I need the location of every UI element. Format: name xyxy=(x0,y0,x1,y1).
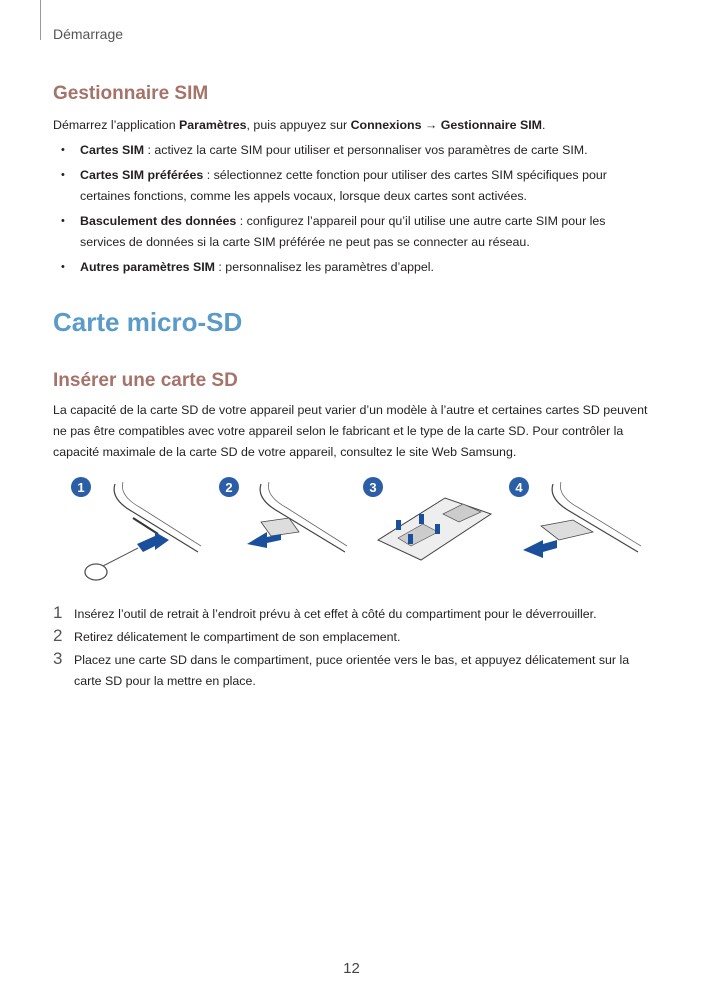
list-item: 3 Placez une carte SD dans le compartiment, puce orientée vers le bas, et appuyez délicatement sur la carte SD pour la mettre en place. xyxy=(53,649,630,688)
list-item: 1 Insérez l’outil de retrait à l’endroit prévu à cet effet à côté du compartiment pour le déverrouiller. xyxy=(53,603,597,622)
header-rule xyxy=(40,0,41,40)
list-item: • Basculement des données : configurez l’appareil pour qu’il utilise une autre carte SIM pour les services de données si la carte SIM préférée ne peut pas se connecter au réseau. xyxy=(53,211,653,253)
sim-options-list xyxy=(53,140,653,282)
list-item: • Cartes SIM préférées : sélectionnez cette fonction pour utiliser des cartes SIM spécifiques pour certaines fonctions, comme les appels vocaux, lorsque deux cartes sont activées. xyxy=(53,165,653,207)
list-item: • Cartes SIM : activez la carte SIM pour utiliser et personnaliser vos paramètres de carte SIM. xyxy=(53,140,653,161)
sim-manager-item: Gestionnaire SIM xyxy=(440,118,542,132)
sd-capacity-paragraph: La capacité de la carte SD de votre appareil peut varier d’un modèle à l’autre et certaines cartes SD peuvent ne pas être compatibles avec votre appareil selon le fabricant et le type de la carte SD. Pour contrôler la capacité maximale de la carte SD de votre appareil, consultez le site Web Samsung. xyxy=(53,403,648,459)
sim-section-title: Gestionnaire SIM xyxy=(53,83,209,104)
list-item: • Autres paramètres SIM : personnalisez les paramètres d’appel. xyxy=(53,257,653,278)
list-item: 2 Retirez délicatement le compartiment de son emplacement. xyxy=(53,626,401,645)
step-badge-4: 4 xyxy=(515,480,523,495)
page-number: 12 xyxy=(343,960,360,977)
insert-sd-subtitle: Insérer une carte SD xyxy=(53,370,238,391)
sd-insertion-figure xyxy=(53,474,650,592)
sd-section-title: Carte micro-SD xyxy=(53,307,243,337)
insertion-steps xyxy=(53,604,653,694)
sim-intro: Démarrez l’application Paramètres, puis appuyez sur Connexions → Gestionnaire SIM. xyxy=(53,118,546,132)
step-badge-2: 2 xyxy=(225,480,233,495)
step-badge-1: 1 xyxy=(77,480,85,495)
connections-menu: Connexions xyxy=(350,118,422,132)
chapter-title: Démarrage xyxy=(53,26,124,42)
figure-panel-1 xyxy=(71,477,201,580)
figure-panel-3 xyxy=(363,477,491,560)
step-badge-3: 3 xyxy=(369,480,377,495)
figure-panel-4 xyxy=(509,477,641,558)
settings-app-name: Paramètres xyxy=(179,118,247,132)
figure-panel-2 xyxy=(219,477,347,552)
